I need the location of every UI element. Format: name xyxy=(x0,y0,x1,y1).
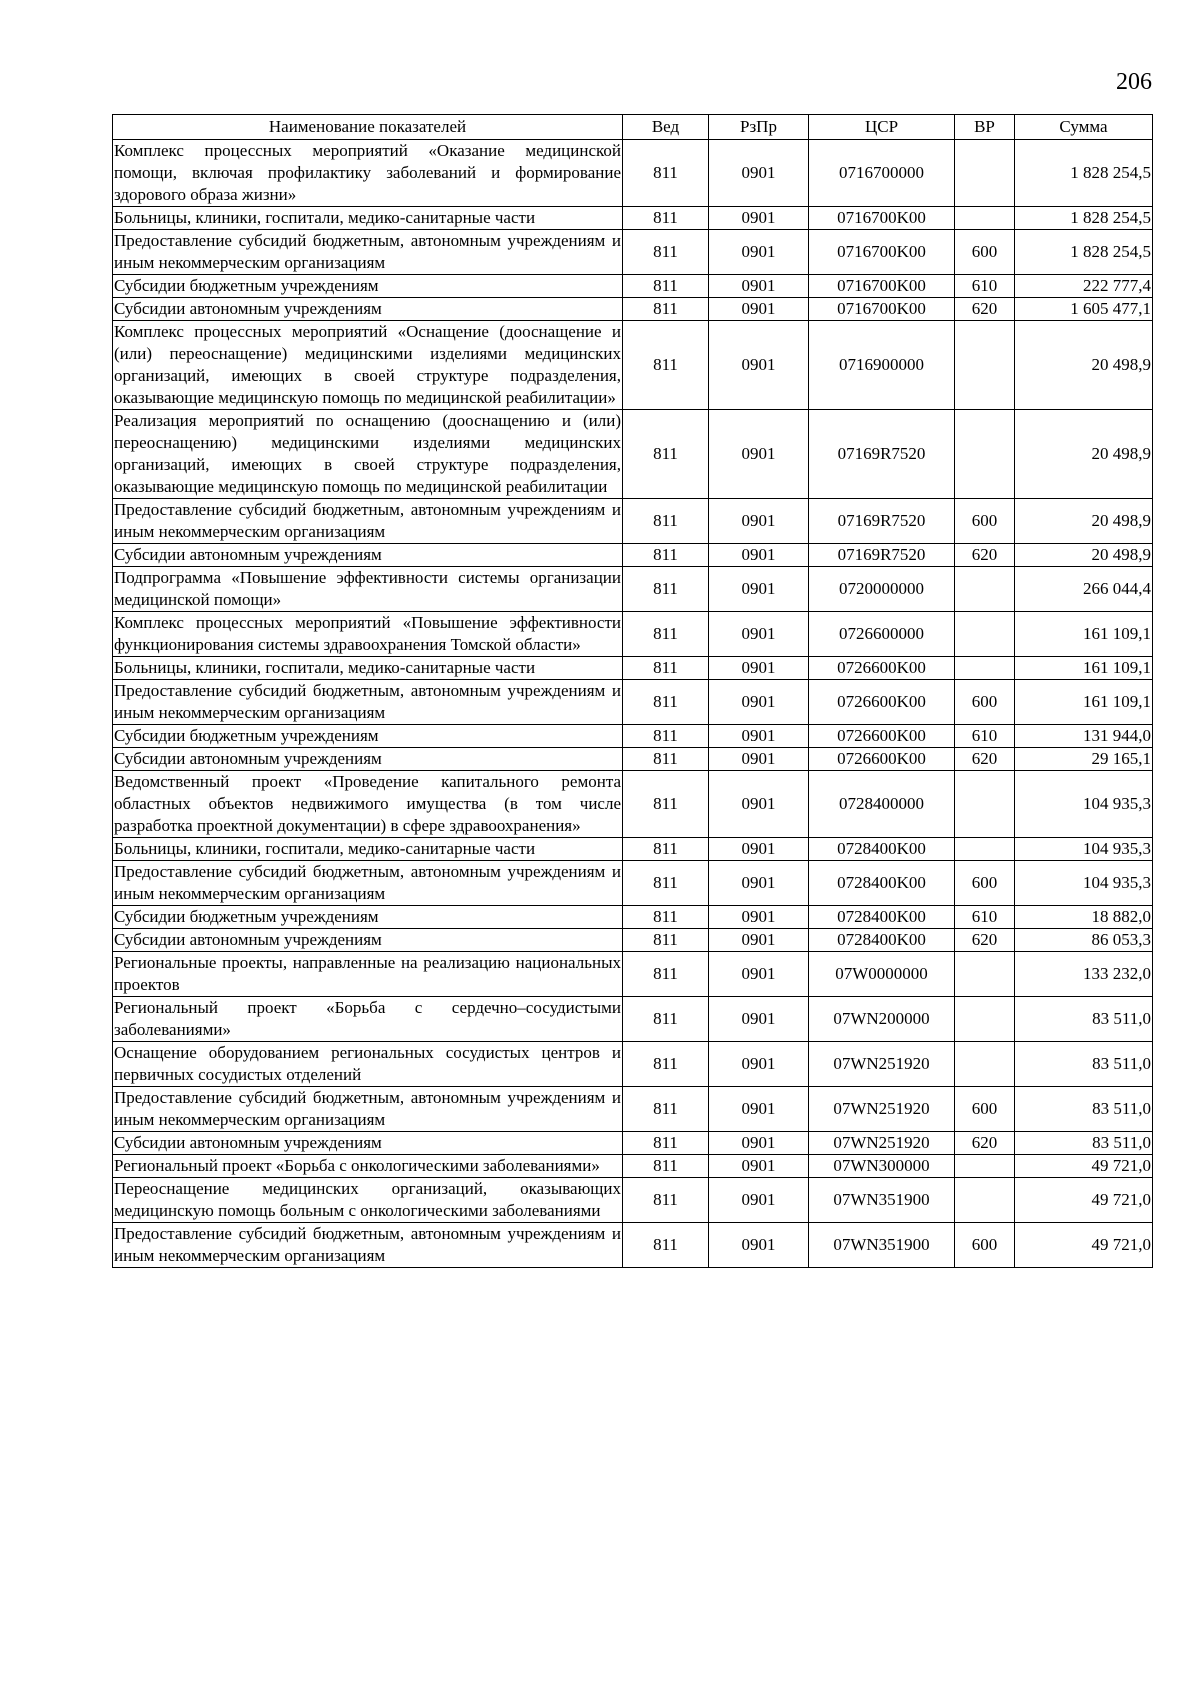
table-row xyxy=(113,1178,1153,1223)
table-header xyxy=(113,115,1153,140)
table-row xyxy=(113,321,1153,410)
rzpr-cell: 0901 xyxy=(709,1132,809,1155)
header-sum: Сумма xyxy=(1015,115,1153,140)
vr-cell: 620 xyxy=(955,544,1015,567)
table-row xyxy=(113,906,1153,929)
header-rzpr: РзПр xyxy=(709,115,809,140)
rzpr-cell: 0901 xyxy=(709,680,809,725)
csr-cell: 0716700K00 xyxy=(809,275,955,298)
ved-cell: 811 xyxy=(623,906,709,929)
sum-cell: 49 721,0 xyxy=(1015,1178,1153,1223)
ved-cell: 811 xyxy=(623,680,709,725)
ved-cell: 811 xyxy=(623,275,709,298)
sum-cell: 29 165,1 xyxy=(1015,748,1153,771)
ved-cell: 811 xyxy=(623,1178,709,1223)
header-csr: ЦСР xyxy=(809,115,955,140)
indicator-name-cell: Предоставление субсидий бюджетным, автономным учреждениям и иным некоммерческим организациям xyxy=(113,861,623,906)
csr-cell: 0726600K00 xyxy=(809,748,955,771)
table-row xyxy=(113,410,1153,499)
table-row xyxy=(113,499,1153,544)
indicator-name-cell: Субсидии бюджетным учреждениям xyxy=(113,275,623,298)
rzpr-cell: 0901 xyxy=(709,275,809,298)
table-row xyxy=(113,657,1153,680)
csr-cell: 0716700K00 xyxy=(809,298,955,321)
vr-cell xyxy=(955,207,1015,230)
table-row xyxy=(113,952,1153,997)
csr-cell: 0728400K00 xyxy=(809,929,955,952)
rzpr-cell: 0901 xyxy=(709,929,809,952)
csr-cell: 07169R7520 xyxy=(809,410,955,499)
vr-cell xyxy=(955,321,1015,410)
vr-cell xyxy=(955,140,1015,207)
sum-cell: 133 232,0 xyxy=(1015,952,1153,997)
indicator-name-cell: Ведомственный проект «Проведение капитального ремонта областных объектов недвижимого имущества (в том числе разработка проектной документации) в сфере здравоохранения» xyxy=(113,771,623,838)
indicator-name-cell: Подпрограмма «Повышение эффективности системы организации медицинской помощи» xyxy=(113,567,623,612)
table-row xyxy=(113,748,1153,771)
vr-cell: 600 xyxy=(955,1223,1015,1268)
rzpr-cell: 0901 xyxy=(709,544,809,567)
header-ved: Вед xyxy=(623,115,709,140)
header-vr: ВР xyxy=(955,115,1015,140)
indicator-name-cell: Переоснащение медицинских организаций, оказывающих медицинскую помощь больным с онкологическими заболеваниями xyxy=(113,1178,623,1223)
csr-cell: 0720000000 xyxy=(809,567,955,612)
sum-cell: 20 498,9 xyxy=(1015,499,1153,544)
indicator-name-cell: Предоставление субсидий бюджетным, автономным учреждениям и иным некоммерческим организациям xyxy=(113,230,623,275)
vr-cell xyxy=(955,771,1015,838)
sum-cell: 1 828 254,5 xyxy=(1015,140,1153,207)
ved-cell: 811 xyxy=(623,771,709,838)
sum-cell: 161 109,1 xyxy=(1015,612,1153,657)
table-row xyxy=(113,1155,1153,1178)
table-row xyxy=(113,207,1153,230)
indicator-name-cell: Субсидии автономным учреждениям xyxy=(113,929,623,952)
indicator-name-cell: Субсидии автономным учреждениям xyxy=(113,1132,623,1155)
sum-cell: 1 605 477,1 xyxy=(1015,298,1153,321)
table-row xyxy=(113,275,1153,298)
sum-cell: 104 935,3 xyxy=(1015,838,1153,861)
vr-cell: 610 xyxy=(955,725,1015,748)
ved-cell: 811 xyxy=(623,1223,709,1268)
header-row xyxy=(113,115,1153,140)
table-row xyxy=(113,1087,1153,1132)
indicator-name-cell: Региональный проект «Борьба с онкологическими заболеваниями» xyxy=(113,1155,623,1178)
vr-cell: 600 xyxy=(955,1087,1015,1132)
rzpr-cell: 0901 xyxy=(709,230,809,275)
csr-cell: 07WN200000 xyxy=(809,997,955,1042)
table-row xyxy=(113,1042,1153,1087)
sum-cell: 1 828 254,5 xyxy=(1015,230,1153,275)
vr-cell: 620 xyxy=(955,1132,1015,1155)
vr-cell xyxy=(955,1155,1015,1178)
ved-cell: 811 xyxy=(623,1087,709,1132)
sum-cell: 104 935,3 xyxy=(1015,771,1153,838)
table-row xyxy=(113,997,1153,1042)
sum-cell: 161 109,1 xyxy=(1015,680,1153,725)
rzpr-cell: 0901 xyxy=(709,838,809,861)
rzpr-cell: 0901 xyxy=(709,952,809,997)
indicator-name-cell: Предоставление субсидий бюджетным, автономным учреждениям и иным некоммерческим организациям xyxy=(113,1223,623,1268)
ved-cell: 811 xyxy=(623,725,709,748)
indicator-name-cell: Предоставление субсидий бюджетным, автономным учреждениям и иным некоммерческим организациям xyxy=(113,499,623,544)
rzpr-cell: 0901 xyxy=(709,1178,809,1223)
csr-cell: 0716700000 xyxy=(809,140,955,207)
csr-cell: 0726600K00 xyxy=(809,725,955,748)
rzpr-cell: 0901 xyxy=(709,298,809,321)
ved-cell: 811 xyxy=(623,838,709,861)
indicator-name-cell: Субсидии автономным учреждениям xyxy=(113,748,623,771)
csr-cell: 07WN351900 xyxy=(809,1223,955,1268)
table-row xyxy=(113,771,1153,838)
sum-cell: 20 498,9 xyxy=(1015,321,1153,410)
sum-cell: 18 882,0 xyxy=(1015,906,1153,929)
indicator-name-cell: Реализация мероприятий по оснащению (дооснащению и (или) переоснащению) медицинскими изделиями медицинских организаций, имеющих в своей структуре подразделения, оказывающие медицинскую помощь по медицинской реабилитации xyxy=(113,410,623,499)
ved-cell: 811 xyxy=(623,1155,709,1178)
ved-cell: 811 xyxy=(623,298,709,321)
sum-cell: 161 109,1 xyxy=(1015,657,1153,680)
table-row xyxy=(113,1223,1153,1268)
csr-cell: 0726600K00 xyxy=(809,680,955,725)
vr-cell xyxy=(955,612,1015,657)
ved-cell: 811 xyxy=(623,207,709,230)
table-row xyxy=(113,544,1153,567)
indicator-name-cell: Комплекс процессных мероприятий «Оснащение (дооснащение и (или) переоснащение) медицинскими изделиями медицинских организаций, имеющих в своей структуре подразделения, оказывающие медицинскую помощь по медицинской реабилитации» xyxy=(113,321,623,410)
table-row xyxy=(113,861,1153,906)
vr-cell: 620 xyxy=(955,298,1015,321)
rzpr-cell: 0901 xyxy=(709,140,809,207)
ved-cell: 811 xyxy=(623,567,709,612)
csr-cell: 07WN251920 xyxy=(809,1042,955,1087)
table-row xyxy=(113,838,1153,861)
vr-cell: 620 xyxy=(955,748,1015,771)
ved-cell: 811 xyxy=(623,1042,709,1087)
ved-cell: 811 xyxy=(623,952,709,997)
rzpr-cell: 0901 xyxy=(709,1042,809,1087)
vr-cell xyxy=(955,952,1015,997)
csr-cell: 0726600000 xyxy=(809,612,955,657)
rzpr-cell: 0901 xyxy=(709,1087,809,1132)
sum-cell: 83 511,0 xyxy=(1015,1087,1153,1132)
csr-cell: 0716900000 xyxy=(809,321,955,410)
vr-cell xyxy=(955,1042,1015,1087)
csr-cell: 0728400K00 xyxy=(809,838,955,861)
rzpr-cell: 0901 xyxy=(709,657,809,680)
page-number: 206 xyxy=(1116,69,1152,95)
table-row xyxy=(113,725,1153,748)
rzpr-cell: 0901 xyxy=(709,410,809,499)
rzpr-cell: 0901 xyxy=(709,861,809,906)
sum-cell: 1 828 254,5 xyxy=(1015,207,1153,230)
csr-cell: 07WN300000 xyxy=(809,1155,955,1178)
sum-cell: 49 721,0 xyxy=(1015,1155,1153,1178)
csr-cell: 0716700K00 xyxy=(809,207,955,230)
indicator-name-cell: Субсидии бюджетным учреждениям xyxy=(113,906,623,929)
vr-cell xyxy=(955,997,1015,1042)
table-row xyxy=(113,298,1153,321)
table-row xyxy=(113,230,1153,275)
indicator-name-cell: Больницы, клиники, госпитали, медико-санитарные части xyxy=(113,838,623,861)
table-row xyxy=(113,929,1153,952)
indicator-name-cell: Предоставление субсидий бюджетным, автономным учреждениям и иным некоммерческим организациям xyxy=(113,1087,623,1132)
sum-cell: 20 498,9 xyxy=(1015,544,1153,567)
indicator-name-cell: Больницы, клиники, госпитали, медико-санитарные части xyxy=(113,657,623,680)
csr-cell: 07WN251920 xyxy=(809,1132,955,1155)
indicator-name-cell: Комплекс процессных мероприятий «Оказание медицинской помощи, включая профилактику заболеваний и формирование здорового образа жизни» xyxy=(113,140,623,207)
sum-cell: 266 044,4 xyxy=(1015,567,1153,612)
rzpr-cell: 0901 xyxy=(709,499,809,544)
csr-cell: 0728400K00 xyxy=(809,906,955,929)
sum-cell: 86 053,3 xyxy=(1015,929,1153,952)
ved-cell: 811 xyxy=(623,499,709,544)
csr-cell: 07WN251920 xyxy=(809,1087,955,1132)
indicator-name-cell: Субсидии автономным учреждениям xyxy=(113,544,623,567)
rzpr-cell: 0901 xyxy=(709,906,809,929)
ved-cell: 811 xyxy=(623,1132,709,1155)
csr-cell: 0726600K00 xyxy=(809,657,955,680)
ved-cell: 811 xyxy=(623,748,709,771)
budget-table xyxy=(112,114,1153,1268)
header-name: Наименование показателей xyxy=(113,115,623,140)
vr-cell: 620 xyxy=(955,929,1015,952)
indicator-name-cell: Предоставление субсидий бюджетным, автономным учреждениям и иным некоммерческим организациям xyxy=(113,680,623,725)
ved-cell: 811 xyxy=(623,612,709,657)
vr-cell xyxy=(955,657,1015,680)
ved-cell: 811 xyxy=(623,861,709,906)
vr-cell xyxy=(955,838,1015,861)
ved-cell: 811 xyxy=(623,140,709,207)
csr-cell: 0716700K00 xyxy=(809,230,955,275)
vr-cell xyxy=(955,567,1015,612)
vr-cell: 610 xyxy=(955,906,1015,929)
indicator-name-cell: Субсидии автономным учреждениям xyxy=(113,298,623,321)
sum-cell: 104 935,3 xyxy=(1015,861,1153,906)
vr-cell xyxy=(955,1178,1015,1223)
sum-cell: 222 777,4 xyxy=(1015,275,1153,298)
rzpr-cell: 0901 xyxy=(709,1223,809,1268)
ved-cell: 811 xyxy=(623,997,709,1042)
indicator-name-cell: Региональный проект «Борьба с сердечно–сосудистыми заболеваниями» xyxy=(113,997,623,1042)
table-row xyxy=(113,612,1153,657)
vr-cell xyxy=(955,410,1015,499)
csr-cell: 07WN351900 xyxy=(809,1178,955,1223)
vr-cell: 600 xyxy=(955,230,1015,275)
vr-cell: 600 xyxy=(955,861,1015,906)
vr-cell: 600 xyxy=(955,680,1015,725)
sum-cell: 49 721,0 xyxy=(1015,1223,1153,1268)
indicator-name-cell: Субсидии бюджетным учреждениям xyxy=(113,725,623,748)
csr-cell: 07169R7520 xyxy=(809,499,955,544)
sum-cell: 83 511,0 xyxy=(1015,1042,1153,1087)
ved-cell: 811 xyxy=(623,657,709,680)
csr-cell: 07W0000000 xyxy=(809,952,955,997)
csr-cell: 07169R7520 xyxy=(809,544,955,567)
ved-cell: 811 xyxy=(623,410,709,499)
rzpr-cell: 0901 xyxy=(709,997,809,1042)
table-row xyxy=(113,1132,1153,1155)
rzpr-cell: 0901 xyxy=(709,748,809,771)
rzpr-cell: 0901 xyxy=(709,567,809,612)
csr-cell: 0728400000 xyxy=(809,771,955,838)
vr-cell: 610 xyxy=(955,275,1015,298)
table-body xyxy=(113,140,1153,1268)
vr-cell: 600 xyxy=(955,499,1015,544)
csr-cell: 0728400K00 xyxy=(809,861,955,906)
ved-cell: 811 xyxy=(623,321,709,410)
table-row xyxy=(113,680,1153,725)
sum-cell: 20 498,9 xyxy=(1015,410,1153,499)
ved-cell: 811 xyxy=(623,230,709,275)
sum-cell: 83 511,0 xyxy=(1015,1132,1153,1155)
rzpr-cell: 0901 xyxy=(709,321,809,410)
rzpr-cell: 0901 xyxy=(709,771,809,838)
table-row xyxy=(113,567,1153,612)
sum-cell: 83 511,0 xyxy=(1015,997,1153,1042)
table-row xyxy=(113,140,1153,207)
rzpr-cell: 0901 xyxy=(709,1155,809,1178)
indicator-name-cell: Оснащение оборудованием региональных сосудистых центров и первичных сосудистых отделений xyxy=(113,1042,623,1087)
rzpr-cell: 0901 xyxy=(709,725,809,748)
rzpr-cell: 0901 xyxy=(709,612,809,657)
indicator-name-cell: Больницы, клиники, госпитали, медико-санитарные части xyxy=(113,207,623,230)
indicator-name-cell: Региональные проекты, направленные на реализацию национальных проектов xyxy=(113,952,623,997)
ved-cell: 811 xyxy=(623,929,709,952)
sum-cell: 131 944,0 xyxy=(1015,725,1153,748)
ved-cell: 811 xyxy=(623,544,709,567)
rzpr-cell: 0901 xyxy=(709,207,809,230)
indicator-name-cell: Комплекс процессных мероприятий «Повышение эффективности функционирования системы здравоохранения Томской области» xyxy=(113,612,623,657)
